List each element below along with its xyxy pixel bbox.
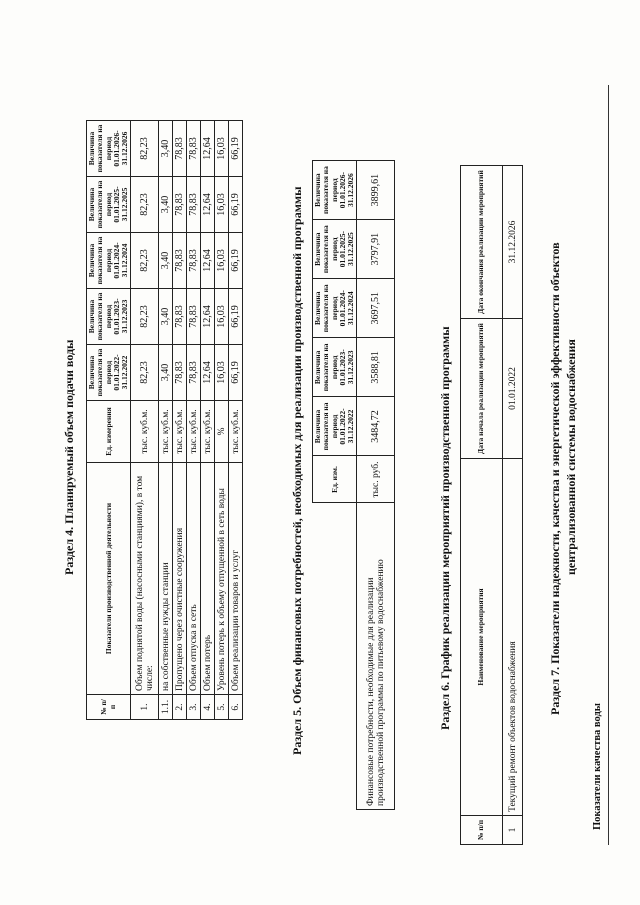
row-name: Объем отпуска в сеть — [187, 463, 201, 695]
row-num: 4. — [201, 695, 215, 720]
header-indicator: Показатели производственной деятельности — [87, 463, 131, 695]
table-header-row — [461, 166, 503, 845]
row-value: 78,83 — [173, 177, 187, 233]
row-name: Уровень потерь к объему отпущенной в сеть воды — [215, 463, 229, 695]
row-value: 78,83 — [173, 345, 187, 401]
row-unit: тыс. куб.м. — [229, 401, 243, 463]
header-period-4: Величина показателя на период 01.01.2025-31.12.2025 — [87, 177, 131, 233]
table-row — [131, 121, 159, 720]
row-value: 82,23 — [131, 233, 159, 289]
header-period-2: Величина показателя на период 01.01.2023-31.12.2023 — [87, 289, 131, 345]
row-value: 3484,72 — [357, 397, 395, 456]
header-num: № п/п — [87, 695, 131, 720]
row-value: 78,83 — [187, 121, 201, 177]
table-header-row — [87, 121, 131, 720]
row-unit: тыс. руб. — [357, 456, 395, 503]
row-value: 78,83 — [187, 289, 201, 345]
row-value: 12,64 — [201, 177, 215, 233]
header-period-5: Величина показателя на период 01.01.2026-31.12.2026 — [313, 161, 357, 220]
table-row — [229, 121, 243, 720]
row-value: 78,83 — [187, 233, 201, 289]
table-row — [201, 121, 215, 720]
row-name: на собственные нужды станции — [159, 463, 173, 695]
table-row — [159, 121, 173, 720]
table-row — [503, 166, 523, 845]
row-value: 3697,51 — [357, 279, 395, 338]
row-value: 12,64 — [201, 289, 215, 345]
row-value: 16,03 — [215, 177, 229, 233]
row-unit: % — [215, 401, 229, 463]
row-value: 3899,61 — [357, 161, 395, 220]
table-row — [187, 121, 201, 720]
header-empty — [313, 503, 357, 810]
header-period-4: Величина показателя на период 01.01.2025-31.12.2025 — [313, 220, 357, 279]
table-row — [357, 161, 395, 810]
table-header-row — [313, 161, 357, 810]
row-value: 66,19 — [229, 289, 243, 345]
header-period-2: Величина показателя на период 01.01.2023-31.12.2023 — [313, 338, 357, 397]
row-value: 78,83 — [187, 345, 201, 401]
row-name: Объем поднятой воды (насосными станциями), в том числе: — [131, 463, 159, 695]
section4-table — [86, 120, 243, 720]
header-period-3: Величина показателя на период 01.01.2024-31.12.2024 — [313, 279, 357, 338]
row-name: Пропущено через очистные сооружения — [173, 463, 187, 695]
row-unit: тыс. куб.м. — [173, 401, 187, 463]
row-value: 66,19 — [229, 177, 243, 233]
row-end: 31.12.2026 — [503, 166, 523, 319]
row-value: 3,40 — [159, 345, 173, 401]
row-value: 82,23 — [131, 177, 159, 233]
row-unit: тыс. куб.м. — [131, 401, 159, 463]
section5-title: Раздел 5. Объем финансовых потребностей, необходимых для реализации производственной программы — [290, 186, 304, 755]
header-unit: Ед. измерения — [87, 401, 131, 463]
row-value: 16,03 — [215, 289, 229, 345]
row-name: Объем потерь — [201, 463, 215, 695]
section6-table — [460, 165, 523, 845]
row-value: 16,03 — [215, 121, 229, 177]
row-value: 12,64 — [201, 233, 215, 289]
row-value: 78,83 — [187, 177, 201, 233]
row-value: 16,03 — [215, 233, 229, 289]
row-value: 66,19 — [229, 233, 243, 289]
header-start: Дата начала реализации мероприятий — [461, 319, 503, 459]
row-value: 82,23 — [131, 289, 159, 345]
section6-title: Раздел 6. График реализации мероприятий производственной программы — [438, 326, 452, 730]
row-value: 3,40 — [159, 177, 173, 233]
row-value: 82,23 — [131, 121, 159, 177]
section7-title-line1: Раздел 7. Показатели надежности, качества и энергетической эффективности объектов — [548, 242, 562, 715]
header-period-1: Величина показателя на период 01.01.2022-31.12.2022 — [87, 345, 131, 401]
row-value: 3588,81 — [357, 338, 395, 397]
row-value: 3797,91 — [357, 220, 395, 279]
row-num: 6. — [229, 695, 243, 720]
header-name: Наименование мероприятия — [461, 459, 503, 816]
table-row — [215, 121, 229, 720]
row-unit: тыс. куб.м. — [187, 401, 201, 463]
row-unit: тыс. куб.м. — [201, 401, 215, 463]
header-period-1: Величина показателя на период 01.01.2022-31.12.2022 — [313, 397, 357, 456]
table-row — [173, 121, 187, 720]
section5-table — [312, 160, 395, 810]
row-unit: тыс. куб.м. — [159, 401, 173, 463]
row-num: 5. — [215, 695, 229, 720]
row-value: 3,40 — [159, 289, 173, 345]
row-value: 78,83 — [173, 289, 187, 345]
row-num: 2. — [173, 695, 187, 720]
section4-title: Раздел 4. Планируемый объем подачи воды — [62, 339, 76, 575]
row-value: 66,19 — [229, 345, 243, 401]
header-num: № п/п — [461, 816, 503, 845]
row-value: 78,83 — [173, 121, 187, 177]
row-num: 1.1. — [159, 695, 173, 720]
header-end: Дата окончания реализации мероприятий — [461, 166, 503, 319]
row-name: Финансовые потребности, необходимые для реализации производственной программы по питьевому водоснабжению — [357, 503, 395, 810]
row-value: 3,40 — [159, 121, 173, 177]
row-value: 12,64 — [201, 121, 215, 177]
header-period-3: Величина показателя на период 01.01.2024-31.12.2024 — [87, 233, 131, 289]
row-value: 66,19 — [229, 121, 243, 177]
row-num: 3. — [187, 695, 201, 720]
header-unit: Ед. изм. — [313, 456, 357, 503]
row-value: 16,03 — [215, 345, 229, 401]
row-value: 3,40 — [159, 233, 173, 289]
section7-title-line2: централизованной системы водоснабжения — [564, 339, 578, 575]
row-value: 78,83 — [173, 233, 187, 289]
divider — [608, 85, 609, 845]
row-name: Объем реализации товаров и услуг — [229, 463, 243, 695]
section7-subtitle: Показатели качества воды — [592, 703, 603, 830]
row-num: 1. — [131, 695, 159, 720]
row-value: 12,64 — [201, 345, 215, 401]
row-start: 01.01.2022 — [503, 319, 523, 459]
row-num: 1 — [503, 816, 523, 845]
row-name: Текущий ремонт объектов водоснабжения — [503, 459, 523, 816]
header-period-5: Величина показателя на период 01.01.2026-31.12.2026 — [87, 121, 131, 177]
row-value: 82,23 — [131, 345, 159, 401]
